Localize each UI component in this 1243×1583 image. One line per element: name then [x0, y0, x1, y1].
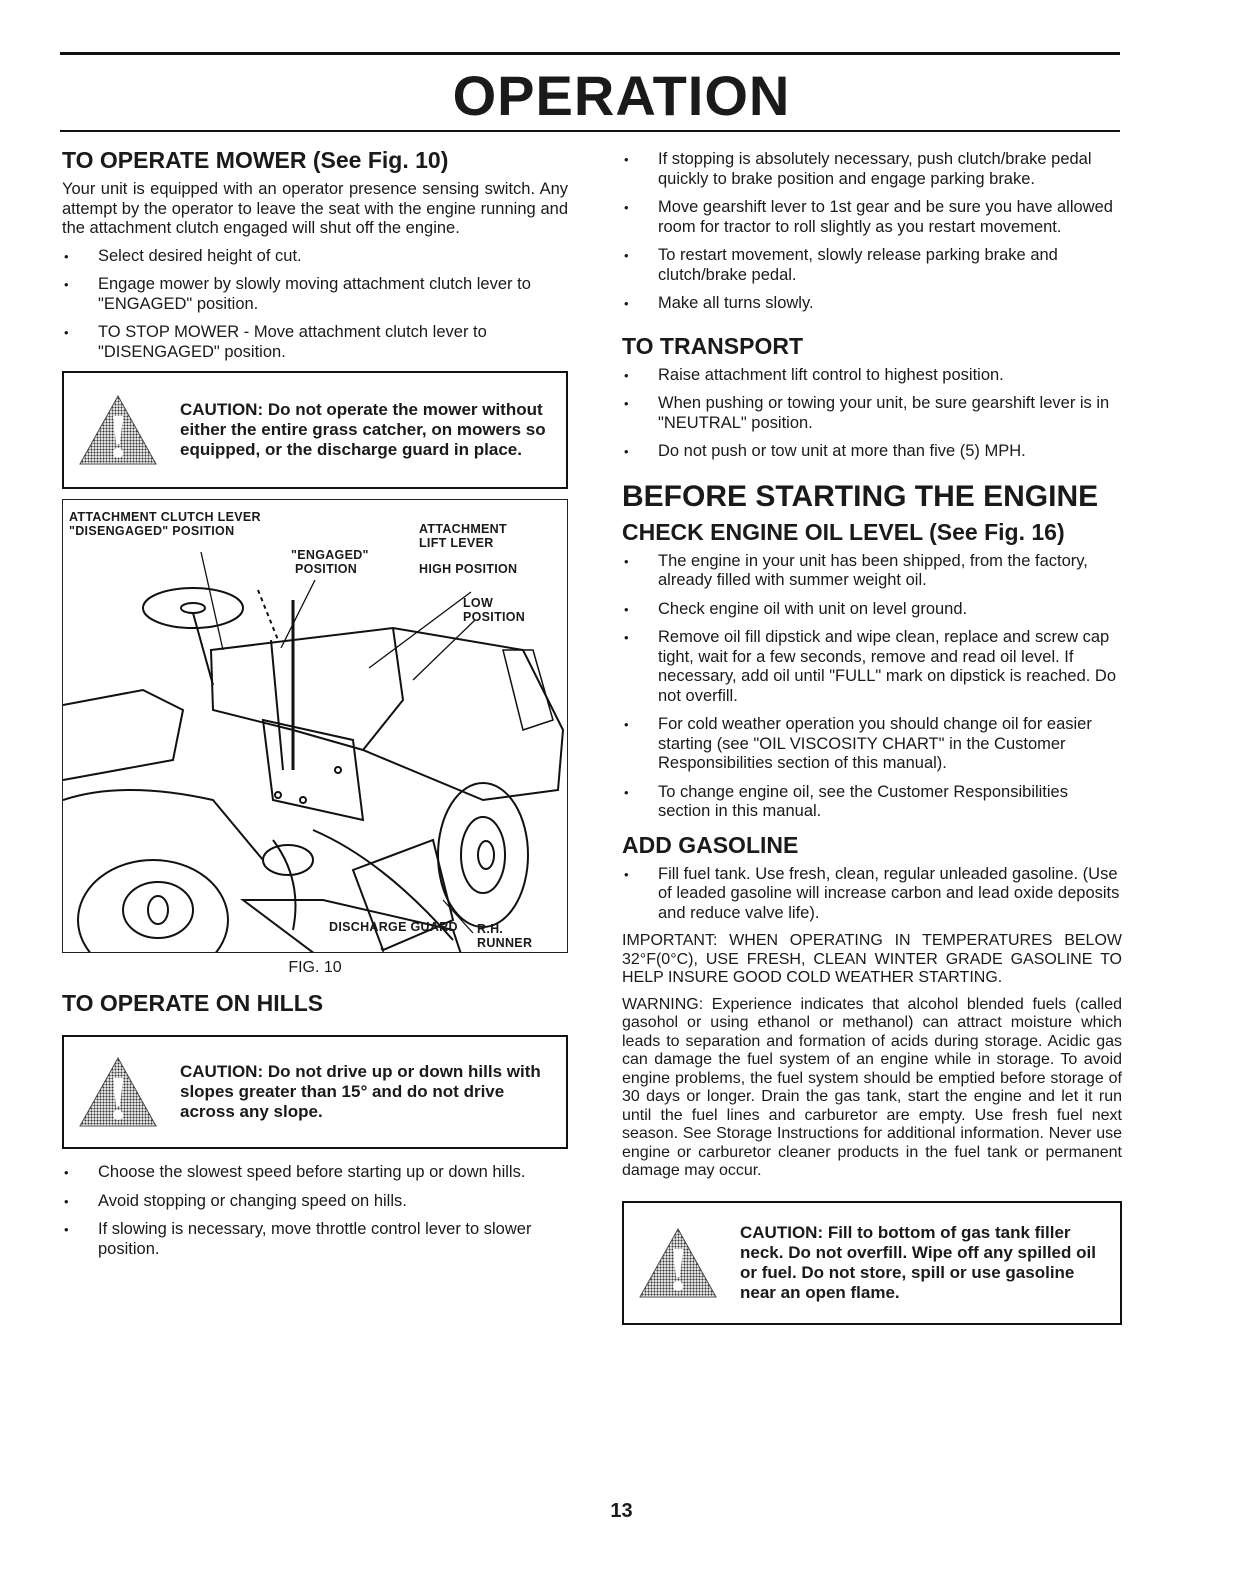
hills-caution-box	[62, 1035, 568, 1149]
top-rule	[60, 52, 1120, 55]
label-high-position: HIGH POSITION	[419, 562, 518, 576]
label-low-position: POSITION	[463, 610, 526, 624]
list-item: • Avoid stopping or changing speed on hills.	[62, 1192, 568, 1212]
page-number: 13	[610, 1500, 633, 1522]
transport-heading: TO TRANSPORT	[622, 332, 804, 359]
list-item: • Fill fuel tank. Use fresh, clean, regular unleaded gasoline. (Use of leaded gasoline will increase carbon and lead oxide deposits and reduce valve life).	[622, 865, 1122, 924]
important-note: IMPORTANT: WHEN OPERATING IN TEMPERATURES BELOW 32°F(0°C), USE FRESH, CLEAN WINTER GRADE GASOLINE TO HELP INSURE GOOD COLD WEATHER STARTING.	[622, 932, 1122, 986]
warning-triangle-icon	[638, 1227, 718, 1299]
list-item: • Remove oil fill dipstick and wipe clean, replace and screw cap tight, wait for a few seconds, remove and read oil level. If necessary, add oil until "FULL" mark on dipstick is reached. Do not overfill.	[622, 628, 1122, 706]
list-item: • Move gearshift lever to 1st gear and be sure you have allowed room for tractor to roll slightly as you restart movement.	[622, 198, 1122, 237]
right-column	[622, 150, 1122, 1325]
gasoline-bullets	[622, 865, 1122, 924]
gasoline-caution-text: CAUTION: Fill to bottom of gas tank filler neck. Do not overfill. Wipe off any spilled oil or fuel. Do not store, spill or use gasoline near an open flame.	[740, 1222, 1096, 1302]
list-item: • TO STOP MOWER - Move attachment clutch lever to "DISENGAGED" position.	[62, 323, 568, 362]
label-discharge-guard: DISCHARGE GUARD	[329, 920, 458, 934]
list-item: • Check engine oil with unit on level ground.	[622, 600, 1122, 620]
label-runner: RUNNER	[477, 936, 533, 950]
list-item: • To change engine oil, see the Customer Responsibilities section in this manual.	[622, 783, 1122, 822]
label-clutch-lever: ATTACHMENT CLUTCH LEVER	[69, 510, 261, 524]
label-engaged-position: POSITION	[295, 562, 358, 576]
list-item: • To restart movement, slowly release parking brake and clutch/brake pedal.	[622, 246, 1122, 285]
before-starting-heading: BEFORE STARTING THE ENGINE	[622, 479, 1099, 513]
hills-continued-bullets	[622, 150, 1122, 314]
oil-heading: CHECK ENGINE OIL LEVEL (See Fig. 16)	[622, 518, 1065, 545]
figure-caption: FIG. 10	[288, 959, 342, 976]
list-item: • The engine in your unit has been shipped, from the factory, already filled with summer weight oil.	[622, 552, 1122, 591]
transport-bullets	[622, 366, 1122, 462]
list-item: • Do not push or tow unit at more than five (5) MPH.	[622, 442, 1122, 462]
list-item: • For cold weather operation you should change oil for easier starting (see "OIL VISCOSITY CHART" in the Customer Responsibilities section of this manual).	[622, 715, 1122, 774]
label-lift-lever: LIFT LEVER	[419, 536, 494, 550]
title-rule	[60, 130, 1120, 132]
label-engaged: "ENGAGED"	[291, 548, 369, 562]
figure-10	[62, 499, 568, 953]
list-item: • Raise attachment lift control to highest position.	[622, 366, 1122, 386]
mower-caution-box	[62, 371, 568, 489]
page-title: OPERATION	[452, 64, 791, 127]
list-item: • If slowing is necessary, move throttle control lever to slower position.	[62, 1220, 568, 1259]
mower-intro: Your unit is equipped with an operator presence sensing switch. Any attempt by the operator to leave the seat with the engine running and the attachment clutch engaged will shut off the engine.	[62, 180, 568, 237]
label-low: LOW	[463, 596, 494, 610]
warning-triangle-icon	[78, 1056, 158, 1128]
warning-triangle-icon	[78, 394, 158, 466]
label-disengaged: "DISENGAGED" POSITION	[69, 524, 235, 538]
list-item: • When pushing or towing your unit, be sure gearshift lever is in "NEUTRAL" position.	[622, 394, 1122, 433]
hills-heading: TO OPERATE ON HILLS	[62, 990, 324, 1016]
list-item: • If stopping is absolutely necessary, push clutch/brake pedal quickly to brake position and engage parking brake.	[622, 150, 1122, 189]
mower-heading: TO OPERATE MOWER (See Fig. 10)	[62, 147, 449, 173]
list-item: • Choose the slowest speed before starting up or down hills.	[62, 1163, 568, 1183]
list-item: • Make all turns slowly.	[622, 294, 1122, 314]
warning-note: WARNING: Experience indicates that alcohol blended fuels (called gasohol or using ethanol or methanol) can attract moisture which leads to separation and formation of acids during storage. Acidic gas can damage the fuel system of an engine while in storage. To avoid engine problems, the fuel system should be emptied before storage of 30 days or longer. Drain the gas tank, start the engine and let it run until the fuel lines and carburetor are empty. Use fresh fuel next season. See Storage Instructions for additional information. Never use engine or carburetor cleaner products in the fuel tank or permanent damage may occur.	[622, 995, 1122, 1179]
label-rh: R.H.	[477, 922, 504, 936]
hills-caution-text: CAUTION: Do not drive up or down hills with slopes greater than 15° and do not drive across any slope.	[180, 1062, 541, 1121]
list-item: • Select desired height of cut.	[62, 247, 568, 267]
gasoline-heading: ADD GASOLINE	[622, 831, 799, 858]
hills-bullets	[62, 1163, 568, 1259]
oil-bullets	[622, 552, 1122, 822]
mower-caution-text: CAUTION: Do not operate the mower without either the entire grass catcher, on mowers so equipped, or the discharge guard in place.	[180, 400, 546, 459]
gasoline-caution-box	[622, 1201, 1122, 1325]
label-attachment: ATTACHMENT	[419, 522, 507, 536]
list-item: • Engage mower by slowly moving attachment clutch lever to "ENGAGED" position.	[62, 275, 568, 314]
mower-bullets	[62, 247, 568, 363]
left-column	[62, 146, 568, 1268]
